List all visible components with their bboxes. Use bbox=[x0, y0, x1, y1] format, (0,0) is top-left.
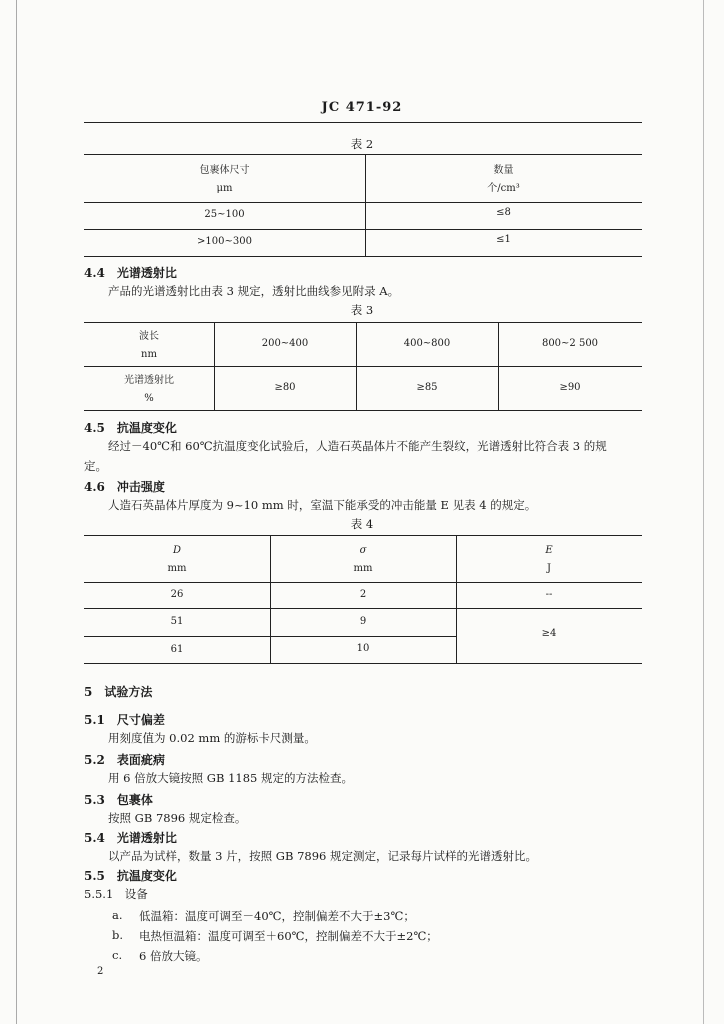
scan-edge-right bbox=[703, 0, 704, 1024]
table4-row1-rule bbox=[84, 608, 642, 609]
table3-transmittance-1: ≥80 bbox=[274, 382, 296, 393]
table3-col-divider-3 bbox=[498, 322, 499, 410]
table2-size-header-label: 包裹体尺寸 bbox=[199, 165, 250, 176]
table2-row2-size: >100~300 bbox=[197, 236, 252, 247]
table3-transmittance-label: 光谱透射比 bbox=[124, 375, 174, 386]
table2-top-rule bbox=[84, 154, 642, 155]
table2-count-header-label: 数量 bbox=[493, 165, 514, 176]
section-5-2-heading: 5.2 表面疵病 bbox=[84, 753, 165, 767]
section-5-2-text: 用 6 倍放大镜按照 GB 1185 规定的方法检查。 bbox=[108, 771, 353, 785]
table3-top-rule bbox=[84, 322, 642, 323]
equipment-item-b-marker: b. bbox=[112, 928, 124, 942]
table3-col-divider-1 bbox=[214, 322, 215, 410]
table4-header-rule bbox=[84, 582, 642, 583]
table2-row-rule bbox=[84, 229, 642, 230]
section-4-5-text-line2: 定。 bbox=[84, 459, 107, 473]
section-4-6-heading: 4.6 冲击强度 bbox=[84, 480, 165, 494]
table4-row3-sigma: 10 bbox=[356, 643, 370, 654]
table2-row1-count: ≤8 bbox=[496, 207, 511, 218]
table3-caption: 表 3 bbox=[350, 303, 374, 317]
table2-row1-size: 25~100 bbox=[204, 209, 245, 220]
section-5-3-text: 按照 GB 7896 规定检查。 bbox=[108, 811, 247, 825]
table3-transmittance-unit: % bbox=[144, 393, 154, 404]
section-5-1-heading: 5.1 尺寸偏差 bbox=[84, 713, 165, 727]
table3-col-divider-2 bbox=[356, 322, 357, 410]
section-4-5-heading: 4.5 抗温度变化 bbox=[84, 421, 177, 435]
table4-merged-e: ≥4 bbox=[541, 628, 557, 639]
section-5-4-text: 以产品为试样，数量 3 片，按照 GB 7896 规定测定，记录每片试样的光谱透射比。 bbox=[108, 849, 537, 863]
table4-bottom-rule bbox=[84, 663, 642, 664]
table3-bottom-rule bbox=[84, 410, 642, 411]
table4-e-header: E bbox=[545, 545, 553, 556]
table4-row1-sigma: 2 bbox=[359, 589, 367, 600]
table3-transmittance-3: ≥90 bbox=[559, 382, 581, 393]
table4-row2-sigma: 9 bbox=[359, 616, 367, 627]
section-4-4-text: 产品的光谱透射比由表 3 规定，透射比曲线参见附录 A。 bbox=[108, 284, 400, 298]
table4-caption: 表 4 bbox=[350, 517, 374, 531]
section-5-1-text: 用刻度值为 0.02 mm 的游标卡尺测量。 bbox=[108, 731, 316, 745]
table4-sigma-unit: mm bbox=[353, 563, 373, 574]
table2-caption: 表 2 bbox=[350, 137, 374, 151]
section-5-4-heading: 5.4 光谱透射比 bbox=[84, 831, 177, 845]
page-number: 2 bbox=[97, 966, 104, 977]
table4-top-rule bbox=[84, 535, 642, 536]
section-5-3-heading: 5.3 包裹体 bbox=[84, 793, 153, 807]
table2-size-header-unit: μm bbox=[216, 183, 233, 194]
table4-d-header: D bbox=[172, 545, 182, 556]
table3-wavelength-range-3: 800~2 500 bbox=[541, 338, 599, 349]
section-4-6-text: 人造石英晶体片厚度为 9~10 mm 时，室温下能承受的冲击能量 E 见表 4 的规定。 bbox=[108, 498, 537, 512]
table4-row1-e: -- bbox=[545, 589, 553, 600]
section-4-5-text-line1: 经过－40℃和 60℃抗温度变化试验后，人造石英晶体片不能产生裂纹，光谱透射比符合表 3 的规 bbox=[108, 439, 607, 453]
header-rule bbox=[84, 122, 642, 123]
table3-wavelength-range-2: 400~800 bbox=[403, 338, 451, 349]
table4-row3-d: 61 bbox=[170, 644, 184, 655]
table4-row1-d: 26 bbox=[170, 589, 184, 600]
equipment-item-c-marker: c. bbox=[112, 948, 123, 962]
equipment-item-a-marker: a. bbox=[112, 908, 123, 922]
equipment-item-a-text: 低温箱：温度可调至－40℃，控制偏差不大于±3℃； bbox=[139, 909, 415, 923]
equipment-item-c-text: 6 倍放大镜。 bbox=[139, 949, 208, 963]
table4-e-unit: J bbox=[546, 563, 551, 574]
standard-code: JC 471-92 bbox=[321, 100, 403, 115]
section-5-5-1-heading: 5.5.1 设备 bbox=[84, 887, 148, 901]
table2-bottom-rule bbox=[84, 256, 642, 257]
table3-mid-rule bbox=[84, 366, 642, 367]
table2-row2-count: ≤1 bbox=[496, 234, 511, 245]
section-4-4-heading: 4.4 光谱透射比 bbox=[84, 266, 177, 280]
table3-wavelength-unit: nm bbox=[141, 349, 157, 360]
table3-transmittance-2: ≥85 bbox=[416, 382, 438, 393]
table2-header-rule bbox=[84, 202, 642, 203]
table3-wavelength-range-1: 200~400 bbox=[261, 338, 309, 349]
table4-row2-d: 51 bbox=[170, 616, 184, 627]
table2-count-header-unit: 个/cm³ bbox=[487, 183, 520, 194]
table4-sigma-header: σ bbox=[359, 545, 367, 556]
section-5-heading: 5 试验方法 bbox=[84, 685, 153, 699]
section-5-5-heading: 5.5 抗温度变化 bbox=[84, 869, 177, 883]
table3-wavelength-label: 波长 bbox=[139, 331, 159, 342]
table4-d-unit: mm bbox=[167, 563, 187, 574]
scan-edge-left bbox=[16, 0, 17, 1024]
equipment-item-b-text: 电热恒温箱：温度可调至＋60℃，控制偏差不大于±2℃； bbox=[139, 929, 438, 943]
